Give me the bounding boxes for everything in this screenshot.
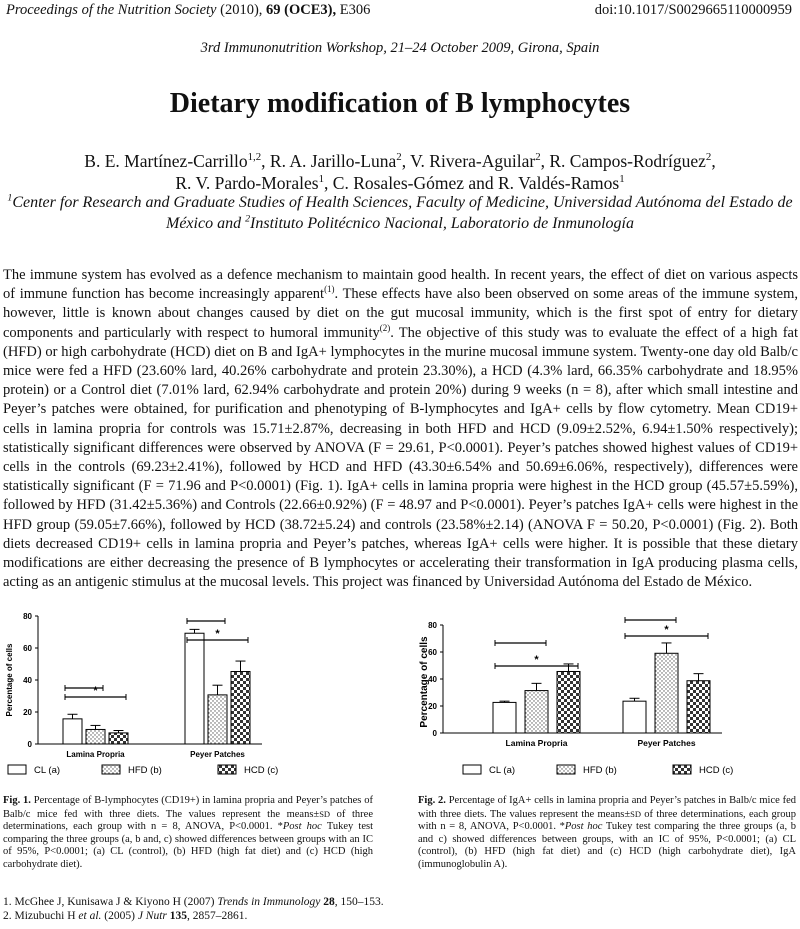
significance-star: * xyxy=(215,628,220,640)
legend-swatch xyxy=(673,765,691,774)
reference-text: Mizubuchi H xyxy=(11,910,79,922)
y-axis-label: Percentage of cells xyxy=(5,643,14,717)
legend-label: HFD (b) xyxy=(583,765,617,776)
legend-label: HFD (b) xyxy=(128,765,162,776)
y-tick-label: 40 xyxy=(428,675,437,684)
reference-number: 2. xyxy=(3,910,12,922)
author-sup: 1 xyxy=(318,173,325,186)
legend-swatch xyxy=(463,765,481,774)
caption-text: Percentage of B-lymphocytes (CD19+) in lamina propria and Peyer’s patches of Balb/c mice fed with three diets. The values represent the means xyxy=(3,795,373,820)
bar xyxy=(557,671,580,733)
significance-star: * xyxy=(664,624,669,636)
journal-year: (2010), xyxy=(220,2,263,18)
author: , C. Rosales-Gómez and R. Valdés-Ramos xyxy=(324,173,620,193)
caption-text: Percentage of IgA+ cells in lamina propria and Peyer’s patches in Balb/c mice fed with three diets. The values represent the means xyxy=(418,795,796,820)
author-sup: 1 xyxy=(619,173,625,186)
journal-volume: 69 (OCE3), xyxy=(266,2,337,18)
caption-text: ± xyxy=(624,808,631,820)
bar xyxy=(493,702,516,733)
author: , R. Campos-Rodríguez xyxy=(540,151,706,171)
figure-2-chart xyxy=(405,600,800,790)
abstract-text: . The objective of this study was to evaluate the effect of a high fat (HFD) or high carbohydrate (HCD) diet on B and IgA+ lymphocytes in the murine mucosal immune system. Twenty-one day old Balb/c mice were fed a HFD (23.60% lard, 40.26% carbohydrate and protein 23.30%), a HCD (4.3% lard, 66.35% carbohydrate and 18.95% protein) or a Control diet (7.01% lard, 62.94% carbohydrate and protein 20%) during 9 weeks (n = 8), after which small intestine and Peyer’s patches were obtained, for purification and phenotyping of B-lymphocytes and IgA+ cells by flow cytometry. Mean CD19+ cells in lamina propria for controls was 15.71±2.87%, decreasing in both HFD and HCD (9.09±2.52%, 6.94±1.50% respectively); statistically significant differences were observed by ANOVA (F = 29.61, P<0.0001). Peyer’s patches showed highest values of CD19+ cells in the controls (69.23±2.41%), followed by HCD and HFD (43.30±6.54% and 50.69±6.06%, respectively), differences were statistically significant (F = 71.96 and P<0.0001) (Fig. 1). IgA+ cells in lamina propria were highest in the HCD group (45.57±5.59%), followed by HFD (31.42±5.36%) and Controls (22.66±0.92%) (F = 48.97 and P<0.0001). Peyer’s patches IgA+ cells were highest in the HFD group (59.05±7.66%), followed by HCD (38.72±5.24) and controls (23.58%±2.14) (ANOVA F = 50.20, P<0.0001) (Fig. 2). Both diets decreased CD19+ cells in lamina propria and Peyer’s patches, whereas IgA+ cells were higher. It is possible that these dietary modifications are either decreasing the presence of B lymphocytes or accelerating their transformation in IgA producing plasma cells, acting as an antigenic stimulus at the mucosal levels. This project was financed by Universidad Autónoma del Estado de México. xyxy=(3,324,798,591)
author-sup: 2 xyxy=(705,151,712,164)
figure-2 xyxy=(405,600,800,790)
bar xyxy=(208,695,227,744)
abstract-body xyxy=(3,266,798,592)
author-sup: 2 xyxy=(396,151,402,164)
caption-text: SD xyxy=(319,808,331,819)
journal-name: Proceedings of the Nutrition Society xyxy=(6,2,217,18)
affil-text: Center for Research and Graduate Studies of Health Sciences, Faculty of Medicine, Universidad Autónoma del Estado de México and xyxy=(12,194,793,232)
caption-text: Tukey test comparing the three groups (a, b and c) showed differences between groups, with an IC of 95%, P<0.0001; (a) CL (control), (b) HFD (high fat diet) and (c) HCD (high carbohydrate diet), IgA (immunoglobulin A). xyxy=(418,821,796,870)
x-category-label: Peyer Patches xyxy=(190,750,245,759)
citation[interactable]: (1) xyxy=(324,284,335,295)
y-tick-label: 20 xyxy=(23,708,32,717)
y-tick-label: 0 xyxy=(27,740,32,749)
abstract-text: The immune system has evolved as a defence mechanism to maintain good health. In recent years, the effect of diet on various aspects of immune function has become increasingly apparent xyxy=(3,267,798,303)
bar xyxy=(86,729,105,744)
author-sup: 1,2 xyxy=(247,151,262,164)
figure-1 xyxy=(0,600,380,792)
bar xyxy=(231,672,250,744)
bar xyxy=(655,653,678,733)
x-category-label: Lamina Propria xyxy=(505,738,568,748)
caption-text: Post hoc xyxy=(282,821,322,833)
legend-label: CL (a) xyxy=(489,765,516,776)
legend-label: CL (a) xyxy=(34,765,61,776)
caption-text: Post hoc xyxy=(564,821,603,833)
caption-text: SD xyxy=(630,808,641,819)
affil-sup: 2 xyxy=(245,213,251,225)
y-tick-label: 60 xyxy=(428,648,437,657)
paper-title: Dietary modification of B lymphocytes xyxy=(169,88,631,119)
legend-label: HCD (c) xyxy=(699,765,734,776)
reference-volume: 135 xyxy=(166,910,188,922)
author: R. V. Pardo-Morales xyxy=(175,173,319,193)
doi[interactable]: doi:10.1017/S0029665110000959 xyxy=(594,2,792,18)
x-category-label: Lamina Propria xyxy=(66,750,125,759)
bar xyxy=(687,681,710,733)
reference-pages: , 2857–2861. xyxy=(187,910,248,922)
figure-2-caption xyxy=(418,795,796,872)
figure-1-chart xyxy=(0,600,380,792)
legend-swatch xyxy=(218,765,236,774)
legend-label: HCD (c) xyxy=(244,765,279,776)
affiliations xyxy=(4,192,796,234)
caption-text: of three determinations, each group with n = 8, ANOVA, P<0.0001. * xyxy=(3,808,373,833)
bar xyxy=(525,691,548,733)
author: , V. Rivera-Aguilar xyxy=(401,151,536,171)
reference-etal: et al. xyxy=(78,910,102,922)
legend-swatch xyxy=(557,765,575,774)
reference-item xyxy=(3,909,384,923)
y-tick-label: 60 xyxy=(23,644,32,653)
x-category-label: Peyer Patches xyxy=(637,738,696,748)
author-sep: , xyxy=(711,151,716,171)
author: B. E. Martínez-Carrillo xyxy=(84,151,248,171)
reference-journal: Trends in Immunology xyxy=(217,896,321,908)
bar xyxy=(185,633,204,744)
citation[interactable]: (2) xyxy=(379,322,391,333)
figure-1-caption xyxy=(3,795,373,872)
figure-label: Fig. 2. xyxy=(418,795,446,806)
legend-swatch xyxy=(102,765,120,774)
bar xyxy=(63,719,82,744)
y-axis-label: Percentage of cells xyxy=(419,636,430,728)
y-tick-label: 80 xyxy=(428,621,437,630)
reference-pages: , 150–153. xyxy=(334,896,384,908)
y-tick-label: 40 xyxy=(23,676,32,685)
bar xyxy=(623,701,646,733)
caption-text: ± xyxy=(313,808,320,820)
author: , R. A. Jarillo-Luna xyxy=(261,151,397,171)
significance-star: * xyxy=(93,685,98,697)
reference-volume: 28 xyxy=(320,896,335,908)
caption-text: of three determinations, each group with n = 8, ANOVA, P<0.0001. * xyxy=(418,808,796,833)
running-header-journal xyxy=(6,2,370,19)
significance-star: * xyxy=(534,654,539,666)
y-tick-label: 80 xyxy=(23,612,32,621)
figure-label: Fig. 1. xyxy=(3,795,31,806)
reference-journal: J Nutr xyxy=(137,910,167,922)
references xyxy=(3,895,384,923)
journal-page: E306 xyxy=(339,2,371,18)
author-list xyxy=(10,150,790,194)
reference-text: McGhee J, Kunisawa J & Kiyono H (2007) xyxy=(11,896,218,908)
reference-year: (2005) xyxy=(101,910,138,922)
workshop-line: 3rd Immunonutrition Workshop, 21–24 October 2009, Girona, Spain xyxy=(200,40,600,56)
reference-item xyxy=(3,895,384,909)
abstract-text: . These effects have also been observed on some areas of the immune system, however, little is known about changes caused by diet on the gut mucosal immunity, which is the first spot of entry for dietary components and particularly with respect to humoral immunity xyxy=(3,286,798,341)
reference-number: 1. xyxy=(3,896,12,908)
affil-text: Instituto Politécnico Nacional, Laboratorio de Inmunología xyxy=(250,215,634,232)
y-tick-label: 0 xyxy=(432,729,437,738)
affil-sup: 1 xyxy=(7,192,13,204)
y-tick-label: 20 xyxy=(428,702,437,711)
bar xyxy=(109,733,128,744)
author-sup: 2 xyxy=(535,151,541,164)
legend-swatch xyxy=(8,765,26,774)
caption-text: Tukey test comparing the three groups (a, b and, c) showed differences between groups with an IC of 95%, P<0.0001; (a) CL (control), (b) HFD (high fat diet) and (c) HCD (high carbohydrate diet). xyxy=(3,821,373,870)
